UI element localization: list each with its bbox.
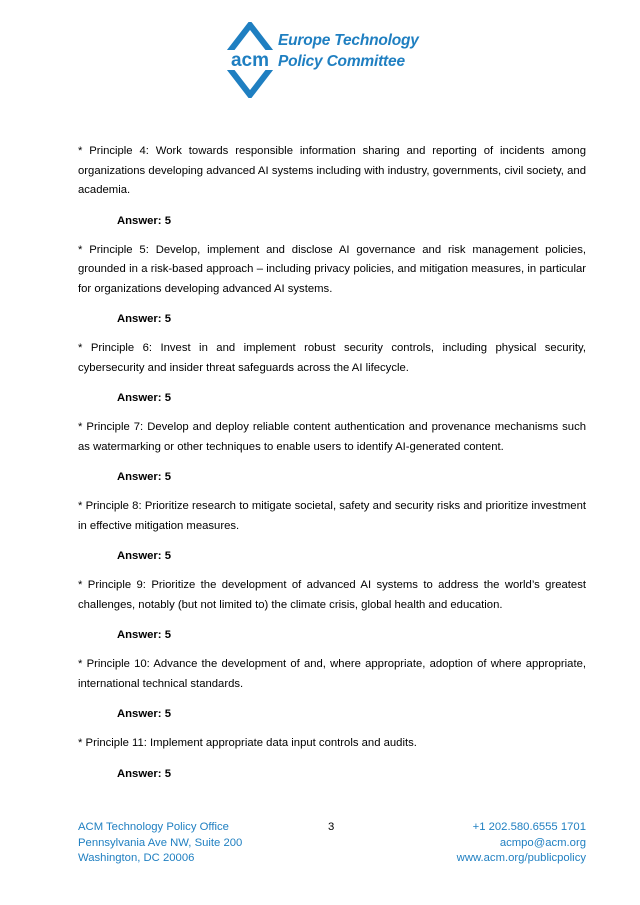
principle-text: * Principle 4: Work towards responsible information sharing and reporting of incidents among organizations developing advanced AI systems including with industry, governments, civil society, and academia. [78, 145, 586, 196]
answer-label: Answer: 5 [117, 471, 171, 483]
footer-email[interactable]: acmpo@acm.org [499, 836, 586, 849]
acm-europe-tpc-logo [220, 22, 450, 98]
answer-label: Answer: 5 [117, 392, 171, 404]
principle-text: * Principle 8: Prioritize research to mitigate societal, safety and security risks and prioritize investment in effective mitigation measures. [78, 500, 586, 532]
principle-text: * Principle 10: Advance the development of and, where appropriate, adoption of where appropriate, international technical standards. [78, 658, 586, 690]
footer-address-line: Pennsylvania Ave NW, Suite 200 [78, 836, 243, 849]
logo-line-1: Europe Technology [278, 32, 419, 49]
principles-list [78, 142, 586, 794]
footer-address-line: ACM Technology Policy Office [78, 821, 229, 833]
principle-text: * Principle 6: Invest in and implement robust security controls, including physical security, cybersecurity and insider threat safeguards across the AI lifecycle. [78, 342, 586, 374]
answer-label: Answer: 5 [117, 629, 171, 641]
principle-text: * Principle 7: Develop and deploy reliable content authentication and provenance mechanisms such as watermarking or other techniques to enable users to identify AI-generated content. [78, 421, 586, 453]
page-number: 3 [328, 821, 335, 833]
footer-address-line: Washington, DC 20006 [78, 852, 195, 864]
footer-website[interactable]: www.acm.org/publicpolicy [456, 852, 586, 864]
footer-address [78, 820, 242, 867]
answer-label: Answer: 5 [117, 214, 171, 227]
principle-text: * Principle 9: Prioritize the development of advanced AI systems to address the world’s greatest challenges, notably (but not limited to) the climate crisis, global health and education. [78, 579, 586, 611]
acm-logo-text: acm [230, 50, 270, 71]
footer-phone: +1 202.580.6555 1701 [472, 821, 586, 833]
footer-contact [457, 820, 586, 867]
answer-label: Answer: 5 [117, 550, 171, 562]
principle-text: * Principle 11: Implement appropriate data input controls and audits. [78, 737, 417, 749]
page-header [0, 0, 640, 110]
principle-text: * Principle 5: Develop, implement and disclose AI governance and risk management policies, grounded in a risk-based approach – including privacy policies, and mitigation measures, in particular for organizations developing advanced AI systems. [78, 243, 586, 295]
answer-label: Answer: 5 [117, 313, 171, 325]
logo-committee-name [278, 30, 419, 72]
logo-line-2: Policy Committee [278, 53, 405, 70]
acm-diamond-logo-icon [220, 22, 280, 98]
page-footer [78, 820, 586, 870]
answer-label: Answer: 5 [117, 708, 171, 720]
answer-label: Answer: 5 [117, 767, 171, 780]
